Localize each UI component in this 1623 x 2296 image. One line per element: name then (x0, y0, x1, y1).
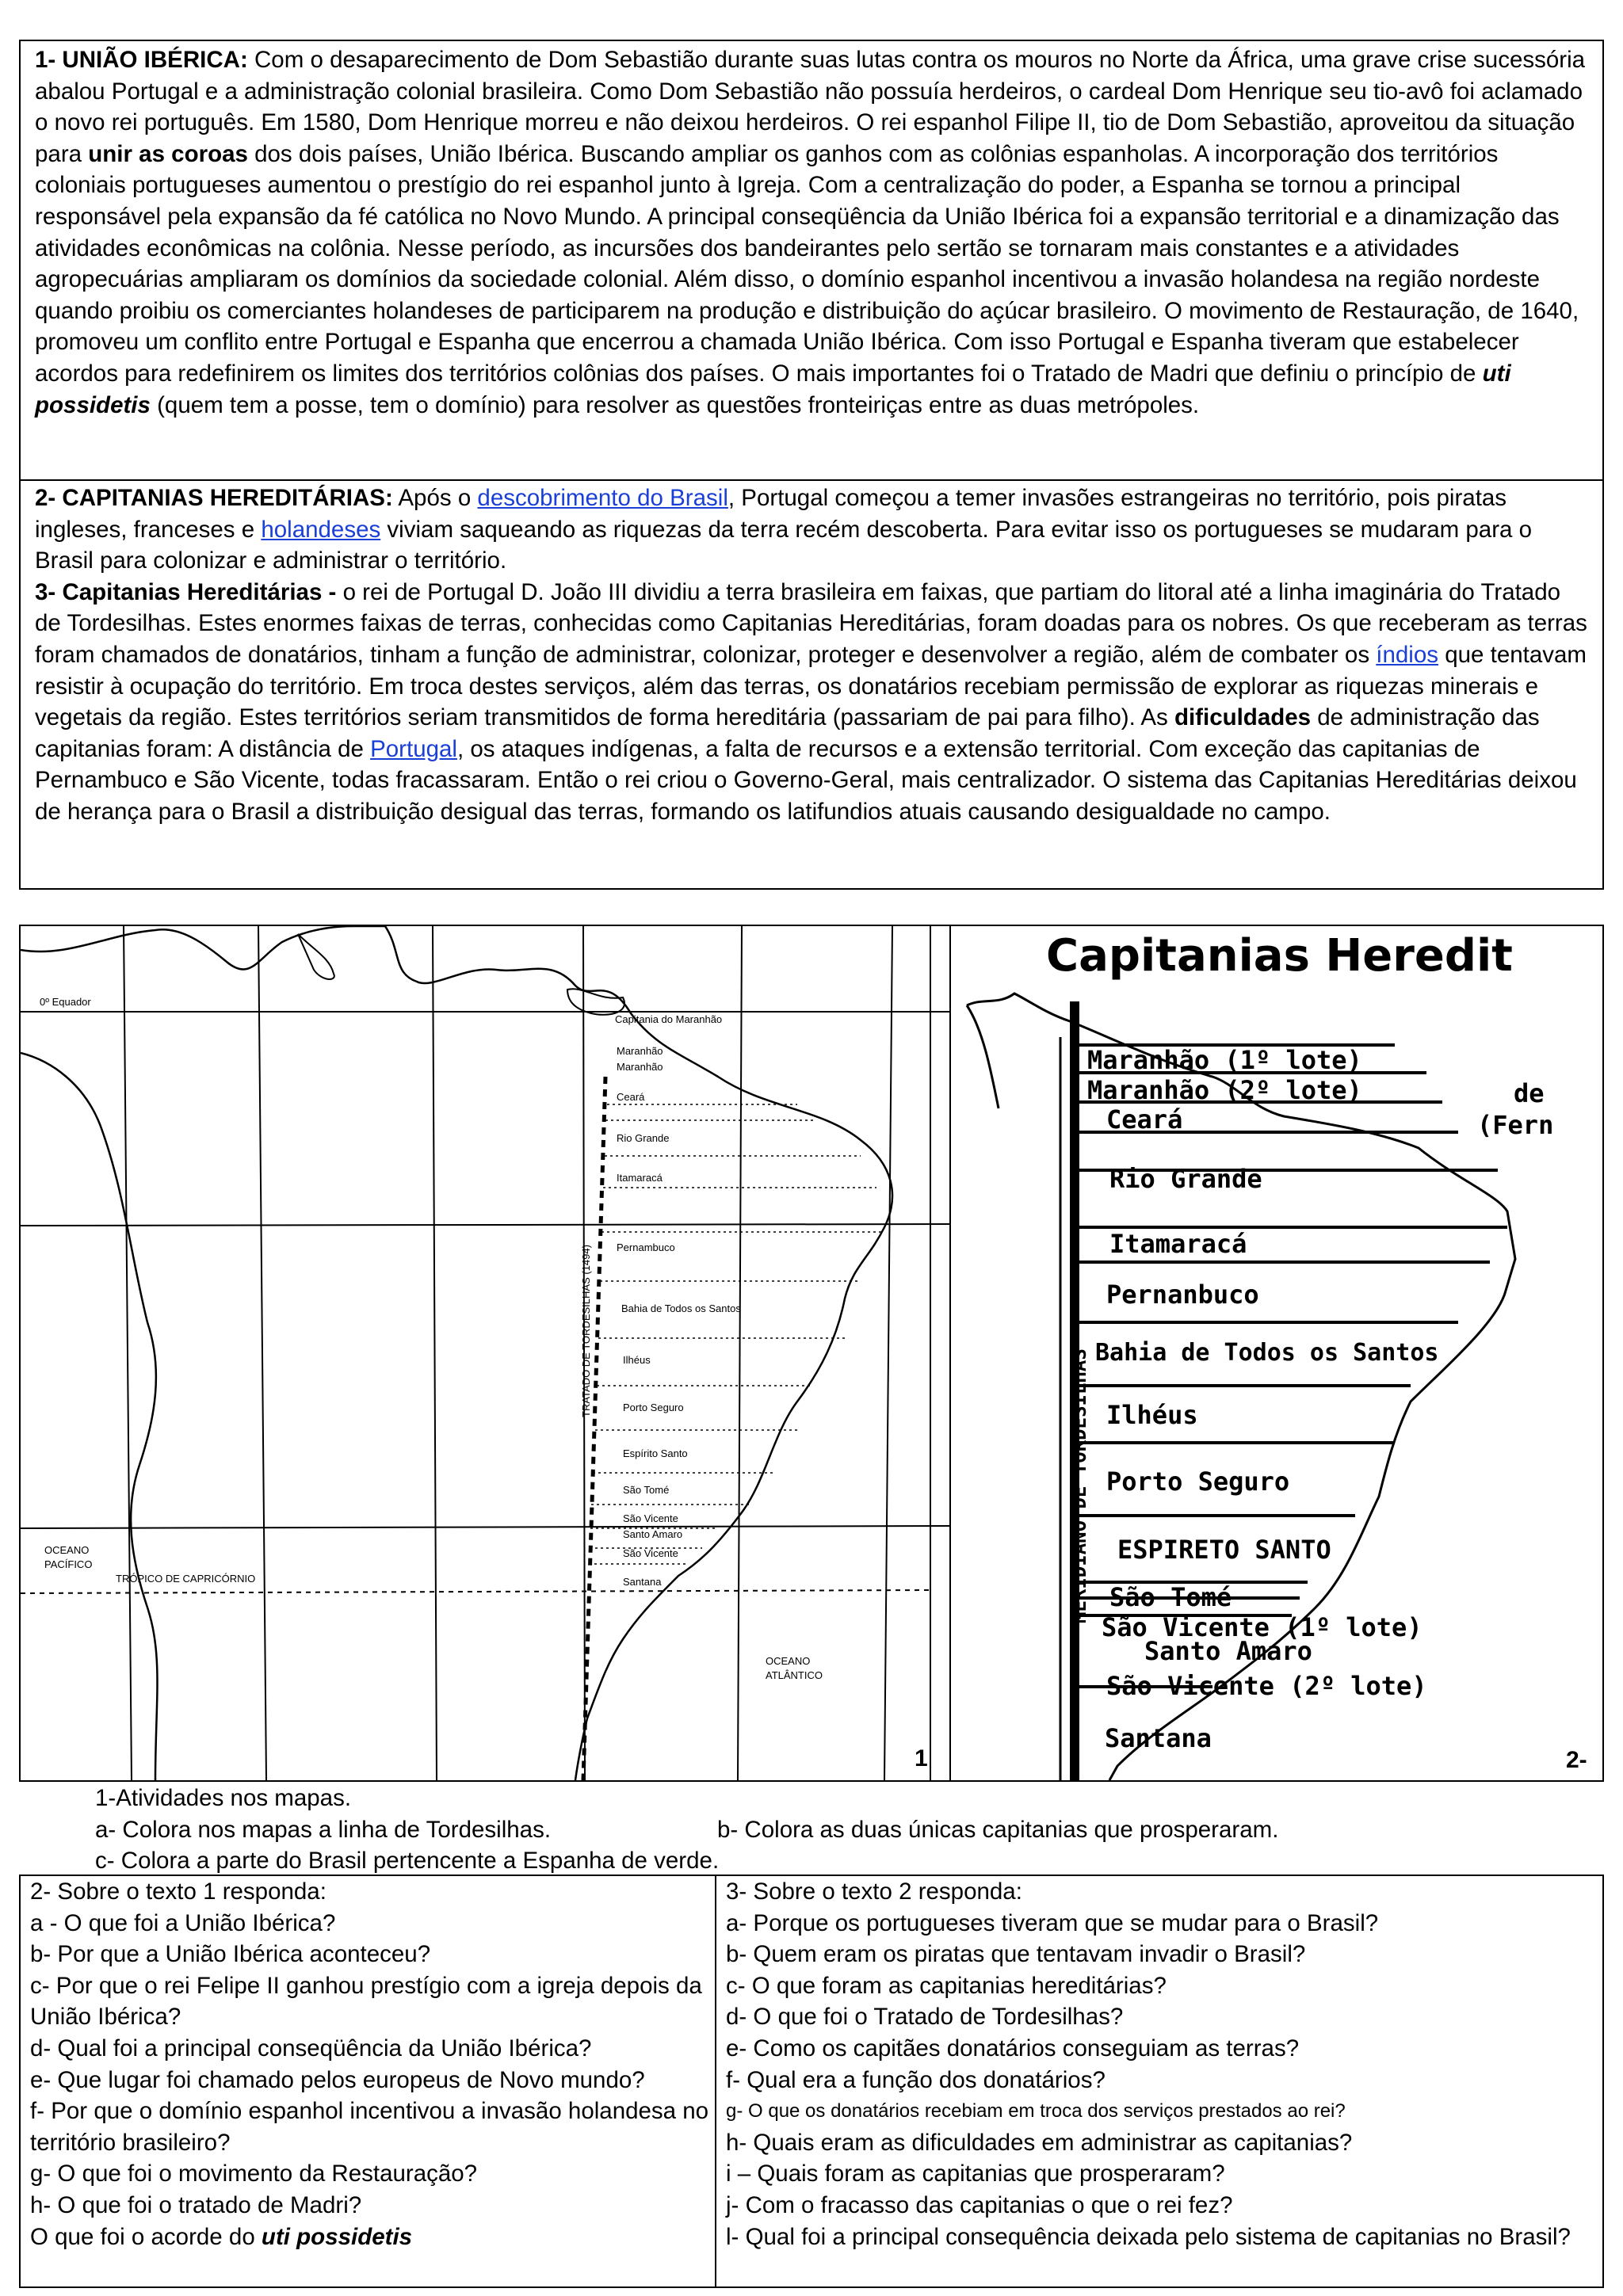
question-left-b: b- Por que a União Ibérica aconteceu? (30, 1941, 431, 1968)
map1-tropic-label: TRÓPICO DE CAPRICÓRNIO (116, 1573, 256, 1585)
questions-divider (715, 1876, 716, 2288)
activity-c: c- Colora a parte do Brasil pertencente a Espanha de verde. (95, 1848, 720, 1875)
question-right-g: g- O que os donatários recebiam em troca dos serviços prestados ao rei? (726, 2100, 1346, 2122)
question-right-f: f- Qual era a função dos donatários? (726, 2066, 1106, 2093)
question-right-l: l- Qual foi a principal consequência deixada pelo sistema de capitanias no Brasil? (726, 2223, 1571, 2250)
map2-label-porto-seguro: Porto Seguro (1106, 1466, 1290, 1497)
map2-right-label-1: de (1514, 1078, 1545, 1108)
heading-capitanias: 2- CAPITANIAS HEREDITÁRIAS: (35, 485, 393, 511)
map2-label-ilheus: Ilhéus (1106, 1400, 1198, 1430)
activity-a: a- Colora nos mapas a linha de Tordesilhas. (95, 1816, 552, 1843)
questions-table (19, 1875, 1604, 2288)
map1-label-sao-vicente-2: São Vicente (623, 1547, 678, 1559)
map1-label-capitania-maranhao: Capitania do Maranhão (615, 1013, 723, 1025)
question-left-g: g- O que foi o movimento da Restauração? (30, 2161, 478, 2187)
map1-label-rio-grande: Rio Grande (617, 1132, 670, 1144)
question-right-e: e- Como os capitães donatários conseguiam as terras? (726, 2035, 1300, 2061)
question-left-c: c- Por que o rei Felipe II ganhou prestígio com a igreja depois da União Ibérica? (30, 1972, 702, 2031)
map1-label-bahia: Bahia de Todos os Santos (621, 1302, 741, 1314)
map1-atlantic-label-2: ATLÂNTICO (766, 1669, 823, 1681)
map2-label-rio-grande: Rio Grande (1109, 1164, 1262, 1194)
map1-label-maranhao-2: Maranhão (617, 1061, 663, 1073)
question-left-uti-possidetis: O que foi o acorde do uti possidetis (30, 2223, 413, 2250)
link-indios[interactable]: índios (1376, 641, 1439, 668)
map1-equator-label: 0º Equador (40, 996, 91, 1008)
activities-title: 1-Atividades nos mapas. (95, 1785, 352, 1811)
map-1-capitanias (21, 926, 951, 1780)
question-right-b: b- Quem eram os piratas que tentavam invadir o Brasil? (726, 1941, 1306, 1968)
map2-label-sao-tome: São Tomé (1109, 1582, 1232, 1612)
activities (95, 1783, 1601, 1877)
questions-right-title: 3- Sobre o texto 2 responda: (726, 1878, 1022, 1905)
question-left-h: h- O que foi o tratado de Madri? (30, 2191, 362, 2218)
map1-label-espirito-santo: Espírito Santo (623, 1447, 688, 1459)
questions-left (30, 1876, 720, 2252)
bold-unir-coroas: unir as coroas (88, 140, 248, 167)
link-holandeses[interactable]: holandeses (261, 516, 381, 543)
map1-label-maranhao-1: Maranhão (617, 1045, 663, 1057)
map1-label-ilheus: Ilhéus (623, 1354, 651, 1366)
section-capitanias (19, 479, 1604, 890)
link-descobrimento-brasil[interactable]: descobrimento do Brasil (477, 485, 728, 511)
question-left-e: e- Que lugar foi chamado pelos europeus de Novo mundo? (30, 2066, 645, 2093)
map2-label-maranhao-2: Maranhão (2º lote) (1087, 1075, 1362, 1105)
questions-right (726, 1876, 1598, 2252)
map1-label-itamaraca: Itamaracá (617, 1172, 663, 1184)
section-uniao-iberica (19, 40, 1604, 480)
map1-label-santo-amaro: Santo Amaro (623, 1528, 683, 1540)
map1-label-porto-seguro: Porto Seguro (623, 1402, 684, 1413)
uti-possidetis-term: uti possidetis (35, 360, 1511, 418)
map1-pacific-label-1: OCEANO (44, 1544, 90, 1556)
paragraph-uniao-iberica: 1- UNIÃO IBÉRICA: Com o desaparecimento de Dom Sebastião durante suas lutas contra os mouros no Norte da África, uma grave crise sucessória abalou Portugal e a administração colonial brasileira. Como Dom Sebastião não possuía herdeiros, o cardeal Dom Henrique seu tio-avô foi aclamado o novo rei português. Em 1580, Dom Henrique morreu e não deixou herdeiros. O rei espanhol Filipe II, tio de Dom Sebastião, aproveitou da situação para unir as coroas dos dois países, União Ibérica. Buscando ampliar os ganhos com as colônias espanholas. A incorporação dos territórios coloniais portugueses aumentou o prestígio do rei espanhol junto à Igreja. Com a centralização do poder, a Espanha se tornou a principal responsável pela expansão da fé católica no Novo Mundo. A principal conseqüência da União Ibérica foi a expansão territorial e a dinamização das atividades econômicas na colônia. Nesse período, as incursões dos bandeirantes pelo sertão se tornaram mais constantes e a atividades agropecuárias ampliaram os domínios da sociedade colonial. Além disso, o domínio espanhol incentivou a invasão holandesa na região nordeste quando proibiu os comerciantes holandeses de participarem na produção e distribuição do açúcar brasileiro. O movimento de Restauração, de 1640, promoveu um conflito entre Portugal e Espanha que encerrou a chamada União Ibérica. Com isso Portugal e Espanha tiveram que estabelecer acordos para redefinirem os limites dos territórios colônias dos países. O mais importantes foi o Tratado de Madri que definiu o princípio de uti possidetis (quem tem a posse, tem o domínio) para resolver as questões fronteiriças entre as duas metrópoles. (35, 47, 1586, 418)
map1-label-ceara: Ceará (617, 1091, 645, 1103)
map2-title: Capitanias Heredit (1046, 930, 1513, 982)
questions-left-title: 2- Sobre o texto 1 responda: (30, 1878, 327, 1905)
paragraph-capitanias-intro: 2- CAPITANIAS HEREDITÁRIAS: Após o descobrimento do Brasil, Portugal começou a temer invasões estrangeiras no território, pois piratas ingleses, franceses e holandeses viviam saqueando as riquezas da terra recém descoberta. Para evitar isso os portugueses se mudaram para o Brasil para colonizar e administrar o território. (35, 485, 1533, 574)
map2-label-espireto-santo: ESPIRETO SANTO (1117, 1535, 1331, 1565)
map2-meridian-label: MERIDIANO DE TORDESILHAS (1068, 1348, 1090, 1623)
question-left-a: a - O que foi a União Ibérica? (30, 1909, 336, 1936)
map1-number: 1 (915, 1745, 928, 1772)
map2-label-santo-amaro: Santo Amaro (1144, 1636, 1312, 1666)
map2-right-label-2: (Fern (1477, 1110, 1554, 1140)
question-right-a: a- Porque os portugueses tiveram que se mudar para o Brasil? (726, 1909, 1379, 1936)
map1-label-sao-tome: São Tomé (623, 1484, 670, 1496)
heading-capitanias-3: Capitanias Hereditárias - (62, 578, 337, 605)
map2-label-santana: Santana (1105, 1723, 1212, 1753)
map1-pacific-label-2: PACÍFICO (44, 1558, 93, 1570)
map1-label-sao-vicente-1: São Vicente (623, 1512, 678, 1524)
map1-atlantic-label-1: OCEANO (766, 1655, 811, 1667)
map2-number: 2- (1566, 1747, 1587, 1773)
map-2-capitanias (951, 926, 1602, 1780)
map2-label-pernanbuco: Pernanbuco (1106, 1280, 1259, 1310)
question-right-c: c- O que foram as capitanias hereditárias? (726, 1972, 1167, 1999)
map2-label-itamaraca: Itamaracá (1109, 1229, 1247, 1259)
map1-tordesilhas-label: TRATADO DE TORDESILHAS (1494) (580, 1245, 592, 1417)
question-left-d: d- Qual foi a principal conseqüência da União Ibérica? (30, 2035, 592, 2061)
question-right-d: d- O que foi o Tratado de Tordesilhas? (726, 2004, 1124, 2031)
map2-label-maranhao-1: Maranhão (1º lote) (1087, 1045, 1362, 1075)
activity-b: b- Colora as duas únicas capitanias que prosperaram. (717, 1816, 1279, 1843)
question-right-j: j- Com o fracasso das capitanias o que o rei fez? (726, 2191, 1233, 2218)
map2-label-ceara: Ceará (1106, 1104, 1183, 1135)
map2-label-bahia: Bahia de Todos os Santos (1095, 1339, 1439, 1367)
paragraph-capitanias-hereditarias: 3- Capitanias Hereditárias - o rei de Portugal D. João III dividiu a terra brasileira em faixas, que partiam do litoral até a linha imaginária do Tratado de Tordesilhas. Estes enormes faixas de terras, conhecidas como Capitanias Hereditárias, foram doadas para os nobres. Os que receberam as terras foram chamados de donatários, tinham a função de administrar, colonizar, proteger e desenvolver a região, além de combater os índios que tentavam resistir à ocupação do território. Em troca destes serviços, além das terras, os donatários recebiam permissão de explorar as riquezas minerais e vegetais da região. Estes territórios seriam transmitidos de forma hereditária (passariam de pai para filho). As dificuldades de administração das capitanias foram: A distância de Portugal, os ataques indígenas, a falta de recursos e a extensão territorial. Com exceção das capitanias de Pernambuco e São Vicente, todas fracassaram. Então o rei criou o Governo-Geral, mais centralizador. O sistema das Capitanias Hereditárias deixou de herança para o Brasil a distribuição desigual das terras, formando os latifundios atuais causando desigualdade no campo. (35, 578, 1587, 825)
map1-label-santana: Santana (623, 1576, 662, 1588)
map2-label-sao-vicente-1: São Vicente (1º lote) (1102, 1612, 1423, 1642)
map2-label-sao-vicente-2: São Vicente (2º lote) (1106, 1671, 1427, 1701)
heading-uniao-iberica: 1- UNIÃO IBÉRICA: (35, 47, 248, 73)
question-right-i: i – Quais foram as capitanias que prosperaram? (726, 2161, 1225, 2187)
link-portugal[interactable]: Portugal (370, 735, 457, 762)
question-left-f: f- Por que o domínio espanhol incentivou a invasão holandesa no território brasileiro? (30, 2098, 709, 2156)
map1-label-pernambuco: Pernambuco (617, 1241, 675, 1253)
question-right-h: h- Quais eram as dificuldades em administrar as capitanias? (726, 2129, 1353, 2156)
map-area (19, 925, 1604, 1782)
